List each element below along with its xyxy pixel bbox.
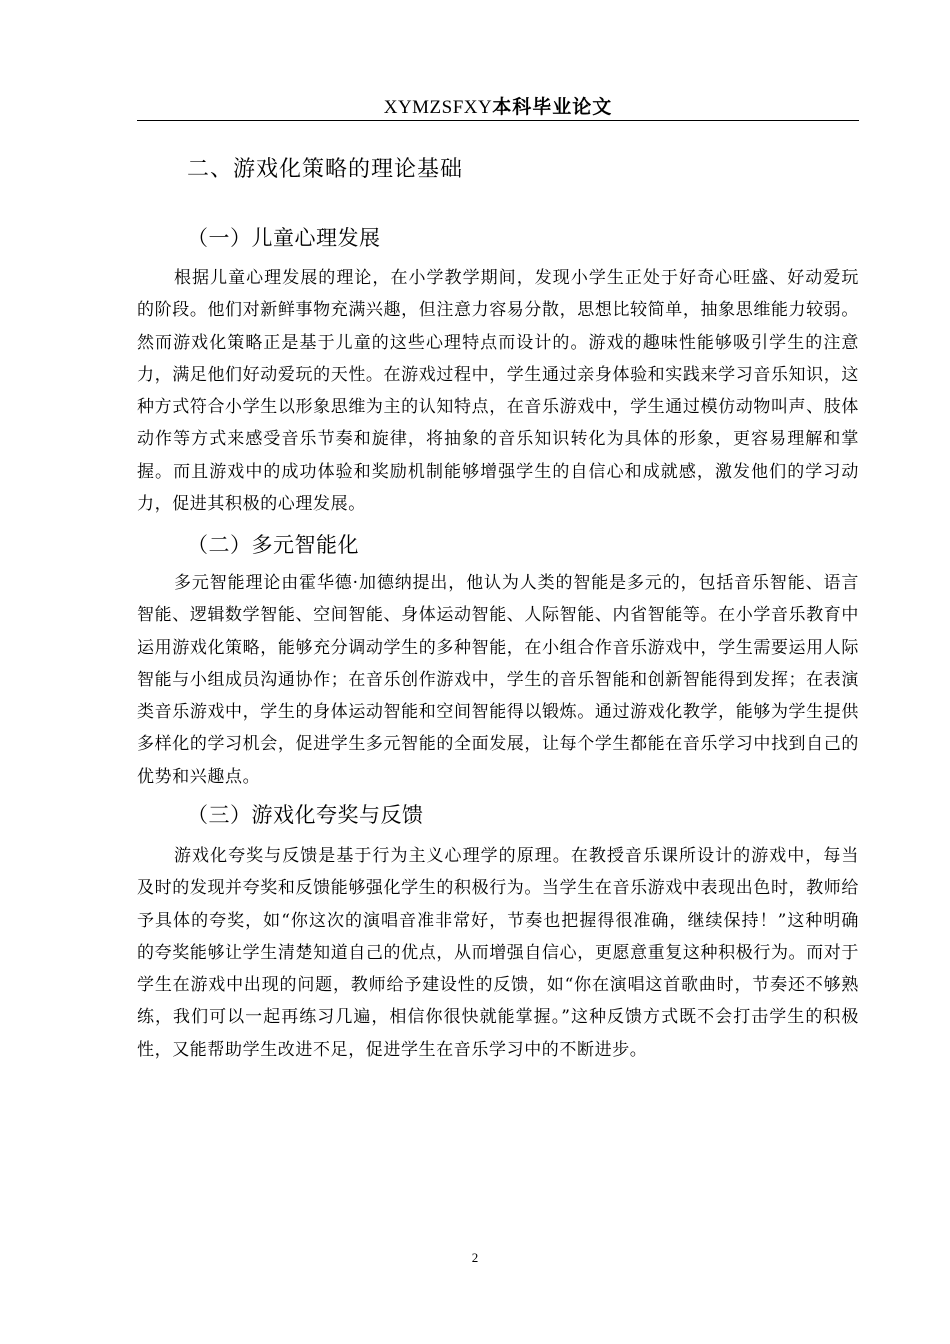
subsection-paragraph-2: 多元智能理论由霍华德·加德纳提出，他认为人类的智能是多元的，包括音乐智能、语言智能、逻辑数学智能、空间智能、身体运动智能、人际智能、内省智能等。在小学音乐教育中运用游戏化策略，能够充分调动学生的多种智能，在小组合作音乐游戏中，学生需要运用人际智能与小组成员沟通协作；在音乐创作游戏中，学生的音乐智能和创新智能得到发挥；在表演类音乐游戏中，学生的身体运动智能和空间智能得以锻炼。通过游戏化教学，能够为学生提供多样化的学习机会，促进学生多元智能的全面发展，让每个学生都能在音乐学习中找到自己的优势和兴趣点。 — [137, 573, 859, 787]
page-number: 2 — [471, 1250, 479, 1265]
header-latin-text: XYMZSFXY — [383, 97, 493, 118]
subsection-title-1: （一）儿童心理发展 — [187, 226, 381, 250]
subsection-title-2: （二）多元智能化 — [187, 533, 359, 557]
page-header — [137, 94, 859, 121]
section-title: 二、游戏化策略的理论基础 — [187, 157, 464, 182]
header-title-text: 本科毕业论文 — [492, 96, 613, 118]
subsection-paragraph-3: 游戏化夸奖与反馈是基于行为主义心理学的原理。在教授音乐课所设计的游戏中，每当及时的发现并夸奖和反馈能够强化学生的积极行为。当学生在音乐游戏中表现出色时，教师给予具体的夸奖，如“你这次的演唱音准非常好，节奏也把握得很准确，继续保持！”这种明确的夸奖能够让学生清楚知道自己的优点，从而增强自信心，更愿意重复这种积极行为。而对于学生在游戏中出现的问题，教师给予建设性的反馈，如“你在演唱这首歌曲时，节奏还不够熟练，我们可以一起再练习几遍，相信你很快就能掌握。”这种反馈方式既不会打击学生的积极性，又能帮助学生改进不足，促进学生在音乐学习中的不断进步。 — [137, 846, 859, 1060]
subsection-title-3: （三）游戏化夸奖与反馈 — [187, 803, 424, 827]
subsection-paragraph-1: 根据儿童心理发展的理论，在小学教学期间，发现小学生正处于好奇心旺盛、好动爱玩的阶段。他们对新鲜事物充满兴趣，但注意力容易分散，思想比较简单，抽象思维能力较弱。然而游戏化策略正是基于儿童的这些心理特点而设计的。游戏的趣味性能够吸引学生的注意力，满足他们好动爱玩的天性。在游戏过程中，学生通过亲身体验和实践来学习音乐知识，这种方式符合小学生以形象思维为主的认知特点，在音乐游戏中，学生通过模仿动物叫声、肢体动作等方式来感受音乐节奏和旋律，将抽象的音乐知识转化为具体的形象，更容易理解和掌握。而且游戏中的成功体验和奖励机制能够增强学生的自信心和成就感，激发他们的学习动力，促进其积极的心理发展。 — [137, 268, 859, 515]
